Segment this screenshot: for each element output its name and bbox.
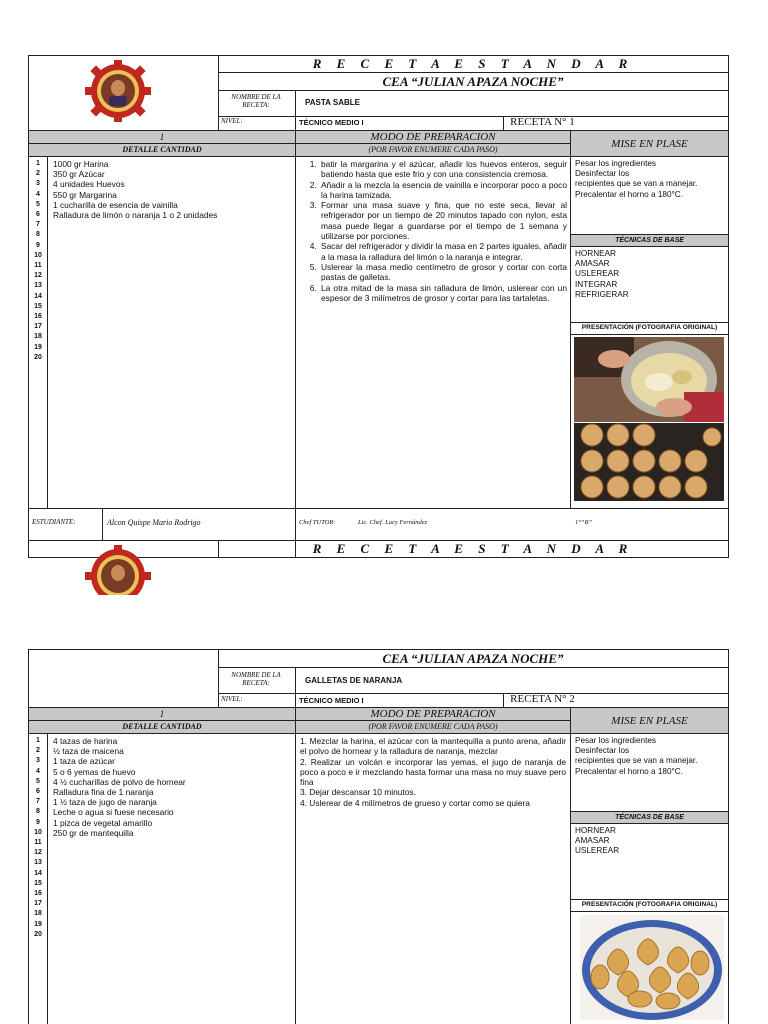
sheet1-techniques-list (575, 249, 727, 300)
ingredient-item: 1 cucharilla de esencia de vainilla (53, 199, 178, 210)
line-number: 2 (36, 170, 40, 178)
technique-item: REFRIGERAR (575, 289, 629, 299)
line-number: 4 (36, 767, 40, 775)
sheet1-student-name: Alcon Quispe Mario Rodrigo (107, 518, 201, 527)
sheet2-presentation-header: PRESENTACIÓN (FOTOGRAFIA ORIGINAL) (581, 901, 718, 908)
sheet2-level-value: TÉCNICO MEDIO I (299, 696, 364, 705)
line-number: 12 (34, 849, 42, 857)
step-item: 1. batir la margarina y el azúcar, añadir los huevos enteros, seguir batiendo hasta que este frio y con una consistencia cremosa. (319, 159, 567, 180)
line-number: 14 (34, 869, 42, 877)
sheet1-presentation-header: PRESENTACIÓN (FOTOGRAFIA ORIGINAL) (581, 324, 718, 331)
line-number: 10 (34, 828, 42, 836)
mise-item: Precalentar el horno a 180°C. (575, 766, 683, 776)
ingredient-item: Ralladura de limón o naranja 1 o 2 unidades (53, 210, 218, 221)
ingredient-item: 550 gr Margarina (53, 189, 117, 200)
sheet2-line-numbers (29, 736, 47, 940)
photo-mixing-dough (574, 337, 724, 422)
sheet2-prep-header: MODO DE PREPARACION (370, 708, 496, 720)
step-item: 2. Añadir a la mezcla la esencia de vainilla e incorporar poco a poco la harina tamizada. (319, 180, 567, 201)
mise-item: Desinfectar los (575, 746, 630, 756)
step-item: 3. Dejar descansar 10 minutos. (300, 787, 416, 798)
sheet1-tutor-name: Lic. Chef. Lucy Fernández (358, 519, 428, 526)
ingredient-item: 4 tazas de harina (53, 736, 118, 746)
sheet1-line-numbers (29, 159, 47, 363)
line-number: 18 (34, 333, 42, 341)
technique-item: USLEREAR (575, 269, 620, 279)
step-item: 4. Uslerear de 4 milímetros de grueso y cortar como se quiera (300, 797, 530, 808)
line-number: 2 (36, 747, 40, 755)
sheet2-school-name: CEA “JULIAN APAZA NOCHE” (382, 651, 564, 666)
line-number: 18 (34, 910, 42, 918)
ingredient-item: 1000 gr Harina (53, 159, 109, 169)
sheet1-title: R E C E T A E S T A N D A R (312, 56, 634, 71)
line-number: 4 (36, 190, 40, 198)
line-number: 3 (36, 180, 40, 188)
line-number: 14 (34, 292, 42, 300)
mise-item: recipientes que se van a manejar. (575, 179, 698, 189)
technique-item: HORNEAR (575, 249, 616, 258)
sheet1-name-label: NOMBRE DE LA RECETA: (231, 93, 281, 109)
sheet1-techniques-header: TÉCNICAS DE BASE (571, 235, 728, 246)
line-number: 7 (36, 798, 40, 806)
sheet1-tutor-label: Chef TUTOR: (299, 519, 336, 526)
sheet2-ingredients-list (53, 736, 293, 838)
sheet1-school-name: CEA “JULIAN APAZA NOCHE” (382, 74, 564, 89)
sheet1-detail-header: DETALLE CANTIDAD (122, 145, 202, 154)
line-number: 20 (34, 930, 42, 938)
ingredient-item: 5 o 6 yemas de huevo (53, 766, 136, 777)
ingredient-item: 1 pizca de vegetal amarillo (53, 817, 153, 828)
sheet1-ingredients-list (53, 159, 293, 220)
line-number: 16 (34, 890, 42, 898)
technique-item: AMASAR (575, 259, 610, 269)
sheet2-name-label: NOMBRE DE LA RECETA: (231, 671, 281, 687)
mise-item: Precalentar el horno a 180°C. (575, 189, 683, 199)
line-number: 7 (36, 221, 40, 229)
sheet2-col-number: 1 (159, 709, 165, 719)
sheet1-col-number: 1 (159, 132, 165, 142)
mise-item: Desinfectar los (575, 169, 630, 179)
line-number: 16 (34, 313, 42, 321)
step-item: 3. Formar una masa suave y fina, que no este seca, llevar al refrigerador por un tiempo de 20 minutos tapado con nylon, esta masa puede llegar a guardarse por el tiempo de 1 semana y utilizarse por porciones. (319, 200, 567, 241)
line-number: 20 (34, 353, 42, 361)
step-item: 1. Mezclar la harina, el azúcar con la mantequilla a punto arena, añadir el polvo de hornear y la ralladura de naranja, mezclar (300, 736, 566, 757)
line-number: 13 (34, 282, 42, 290)
sheet2-recipe-name: GALLETAS DE NARANJA (305, 676, 403, 685)
line-number: 15 (34, 879, 42, 887)
line-number: 5 (36, 200, 40, 208)
school-logo-icon (83, 545, 153, 595)
sheet2-techniques-list (575, 826, 727, 857)
sheet1-steps (297, 159, 567, 303)
step-item: 6. La otra mitad de la masa sin ralladura de limón, uslerear con un espesor de 3 milímetros de grosor y cortar para las tartaletas. (319, 283, 567, 304)
sheet1-grade: 1°“B” (575, 519, 593, 526)
ingredient-item: 1 taza de azúcar (53, 756, 115, 767)
technique-item: HORNEAR (575, 826, 616, 835)
photo-tartlets (574, 423, 724, 501)
sheet1-mise-header: MISE EN PLASE (611, 138, 688, 150)
mise-item: Pesar los ingredientes (575, 159, 657, 168)
line-number: 12 (34, 272, 42, 280)
photo-orange-cookies (580, 915, 724, 1020)
line-number: 5 (36, 777, 40, 785)
ingredient-item: 350 gr Azúcar (53, 169, 105, 180)
line-number: 6 (36, 211, 40, 219)
step-item: 4. Sacar del refrigerador y dividir la masa en 2 partes iguales, añadir a la masa la ralladura del limón o la naranja e integrar. (319, 241, 567, 262)
sheet1-prep-subheader: (POR FAVOR ENUMERE CADA PASO) (368, 145, 498, 154)
sheet2-recipe-number: RECETA N° 2 (510, 693, 575, 705)
technique-item: USLEREAR (575, 846, 620, 856)
sheet2-detail-header: DETALLE CANTIDAD (122, 722, 202, 731)
sheet2-techniques-header: TÉCNICAS DE BASE (571, 812, 728, 823)
line-number: 17 (34, 323, 42, 331)
ingredient-item: 4 unidades Huevos (53, 179, 125, 190)
line-number: 17 (34, 900, 42, 908)
line-number: 8 (36, 808, 40, 816)
line-number: 10 (34, 251, 42, 259)
line-number: 11 (34, 839, 42, 847)
ingredient-item: 4 ½ cucharillas de polvo de hornear (53, 776, 186, 787)
sheet2-mise-header: MISE EN PLASE (611, 715, 688, 727)
sheet1-mise-list (575, 159, 727, 200)
sheet1-level-value: TÉCNICO MEDIO I (299, 118, 364, 127)
line-number: 19 (34, 920, 42, 928)
ingredient-item: 250 gr de mantequilla (53, 827, 134, 838)
line-number: 3 (36, 757, 40, 765)
step-item: 2. Realizar un volcán e incorporar las yemas, el jugo de naranja de poco a poco e ir mezclando hasta formar una masa no muy suave pero fina (300, 756, 566, 788)
sheet1-prep-header: MODO DE PREPARACION (370, 131, 496, 143)
line-number: 1 (36, 160, 40, 167)
line-number: 9 (36, 241, 40, 249)
line-number: 13 (34, 859, 42, 867)
line-number: 8 (36, 231, 40, 239)
sheet1-student-label: ESTUDIANTE: (32, 518, 76, 526)
ingredient-item: ½ taza de maicena (53, 746, 124, 757)
mise-item: Pesar los ingredientes (575, 736, 657, 745)
sheet1-recipe-number: RECETA N° 1 (510, 116, 575, 128)
sheet1-footer-title: R E C E T A E S T A N D A R (312, 541, 634, 556)
step-item: 5. Uslerear la masa medio centímetro de grosor y cortar con corta pastas de galletas. (319, 262, 567, 283)
ingredient-item: 1 ½ taza de jugo de naranja (53, 797, 157, 808)
line-number: 1 (36, 737, 40, 744)
school-logo-icon (83, 60, 153, 122)
sheet2-mise-list (575, 736, 727, 777)
technique-item: INTEGRAR (575, 279, 618, 289)
technique-item: AMASAR (575, 836, 610, 846)
ingredient-item: Leche o agua si fuese necesario (53, 807, 174, 818)
line-number: 11 (34, 262, 42, 270)
sheet2-steps (300, 736, 566, 808)
sheet1-recipe-name: PASTA SABLE (305, 98, 360, 107)
sheet2-level-label: NIVEL: (221, 695, 243, 703)
line-number: 6 (36, 788, 40, 796)
line-number: 19 (34, 343, 42, 351)
line-number: 15 (34, 302, 42, 310)
sheet2-prep-subheader: (POR FAVOR ENUMERE CADA PASO) (368, 722, 498, 731)
line-number: 9 (36, 818, 40, 826)
mise-item: recipientes que se van a manejar. (575, 756, 698, 766)
ingredient-item: Ralladura fina de 1 naranja (53, 787, 154, 798)
sheet1-level-label: NIVEL: (221, 117, 243, 125)
